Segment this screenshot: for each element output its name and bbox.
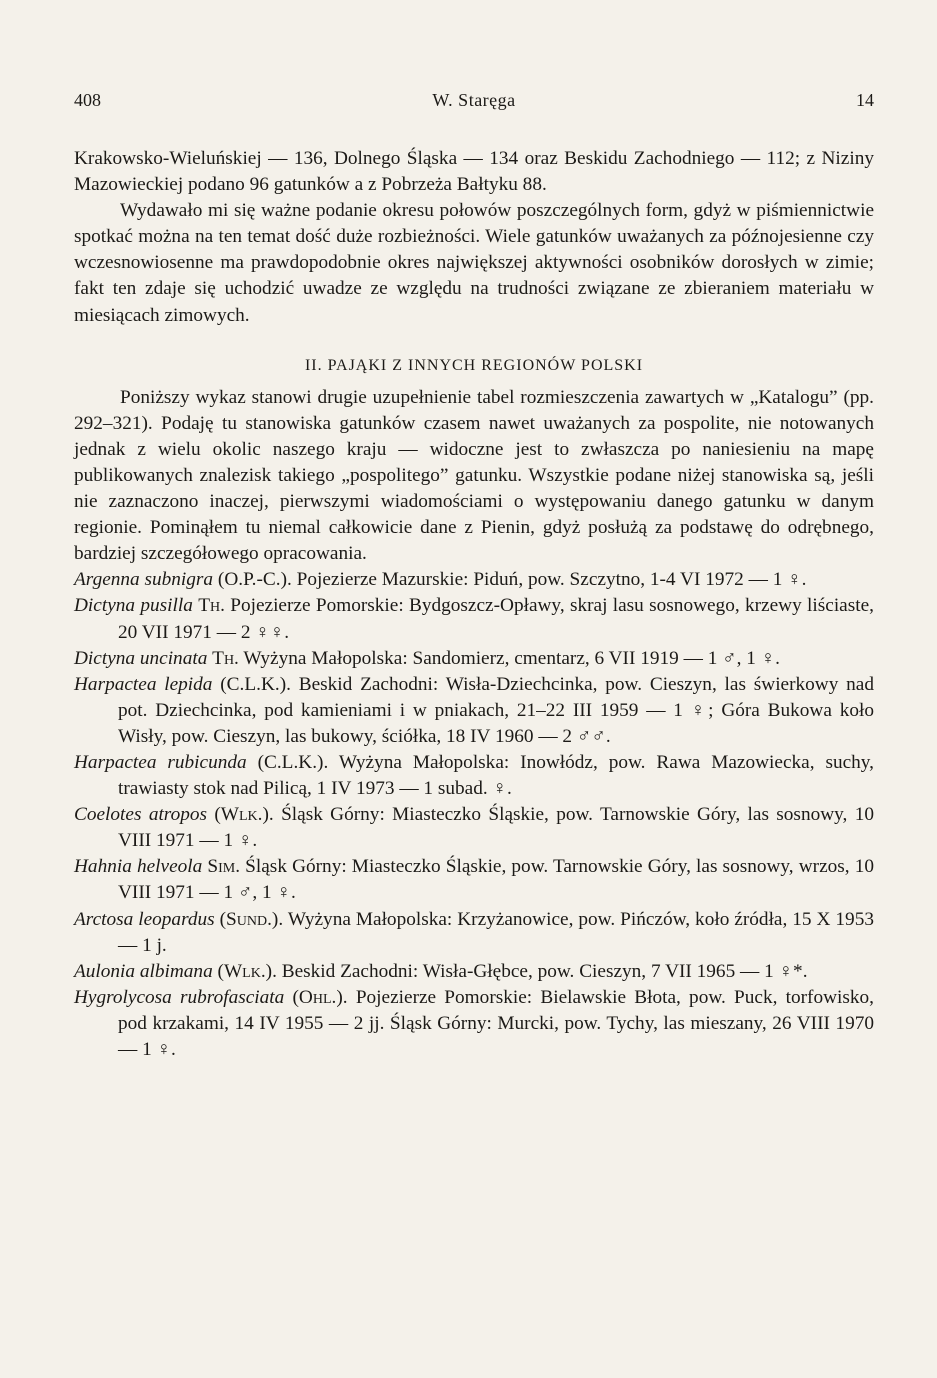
species-author: (Wlk.). (214, 804, 274, 826)
species-name: Hygrolycosa rubrofasciata (74, 986, 285, 1008)
page-number: 408 (74, 90, 101, 110)
species-name: Arctosa leopardus (74, 908, 215, 930)
species-author: Th. (212, 647, 239, 669)
species-author: (Sund.). (219, 908, 284, 930)
species-entry (74, 593, 874, 645)
species-locality: Śląsk Górny: Miasteczko Śląskie, pow. Tarnowskie Góry, las sosnowy, 10 VIII 1971 — 1 ♀. (118, 804, 874, 852)
species-name: Dictyna uncinata (74, 647, 208, 669)
species-name: Hahnia helveola (74, 856, 203, 878)
species-locality: Beskid Zachodni: Wisła-Głębce, pow. Cieszyn, 7 VII 1965 — 1 ♀*. (281, 960, 808, 982)
species-locality: Pojezierze Mazurskie: Piduń, pow. Szczytno, 1-4 VI 1972 — 1 ♀. (296, 569, 807, 591)
species-entry (74, 854, 874, 906)
species-name: Coelotes atropos (74, 804, 208, 826)
species-entry (74, 959, 874, 985)
species-author: Sim. (207, 856, 241, 878)
running-header (74, 90, 874, 118)
paragraph: Krakowsko-Wieluńskiej — 136, Dolnego Śląska — 134 oraz Beskidu Zachodniego — 112; z Niziny Mazowieckiej podano 96 gatunków a z Pobrzeża Bałtyku 88. (74, 148, 874, 196)
species-name: Argenna subnigra (74, 569, 214, 591)
species-locality: Śląsk Górny: Miasteczko Śląskie, pow. Tarnowskie Góry, las sosnowy, wrzos, 10 VIII 1971 — 1 ♂, 1 ♀. (118, 856, 874, 904)
species-name: Harpactea rubicunda (74, 751, 247, 773)
species-locality: Pojezierze Pomorskie: Bielawskie Błota, pow. Puck, torfowisko, pod krzakami, 14 IV 1955 — 2 jj. Śląsk Górny: Murcki, pow. Tychy, las mieszany, 26 VIII 1970 — 1 ♀. (118, 986, 874, 1060)
species-locality: Wyżyna Małopolska: Sandomierz, cmentarz, 6 VII 1919 — 1 ♂, 1 ♀. (243, 647, 781, 669)
page-body (74, 146, 874, 1063)
species-locality: Beskid Zachodni: Wisła-Dziechcinka, pow. Cieszyn, las świerkowy nad pot. Dziechcinka, pod kamieniami i w pniakach, 21–22 III 1959 — 1 ♀; Góra Bukowa koło Wisły, pow. Cieszyn, las bukowy, ściółka, 18 IV 1960 — 2 ♂♂. (118, 673, 874, 747)
species-locality: Pojezierze Pomorskie: Bydgoszcz-Opławy, skraj lasu sosnowego, krzewy liściaste, 20 VII 1971 — 2 ♀♀. (118, 595, 874, 643)
species-author: Th. (198, 595, 225, 617)
species-author: (O.P.-C.). (217, 569, 292, 591)
species-locality: Wyżyna Małopolska: Inowłódz, pow. Rawa Mazowiecka, suchy, trawiasty stok nad Pilicą, 1 IV 1973 — 1 subad. ♀. (118, 751, 874, 800)
species-locality: Wyżyna Małopolska: Krzyżanowice, pow. Pińczów, koło źródła, 15 X 1953 — 1 j. (118, 908, 874, 956)
species-name: Aulonia albimana (74, 960, 213, 982)
paragraph: Wydawało mi się ważne podanie okresu połowów poszczególnych form, gdyż w piśmiennictwie spotkać można na ten temat dość duże rozbieżności. Wiele gatunków uważanych za późnojesienne czy wczesnowiosenne ma prawdopodobnie okres największej aktywności osobników dorosłych w zimie; fakt ten zdaje się uchodzić uwadze ze względu na trudności związane ze zbieraniem materiału w miesiącach zimowych. (74, 200, 874, 326)
species-entry (74, 646, 874, 672)
species-author: (C.L.K.). (220, 673, 291, 695)
species-entry (74, 907, 874, 959)
species-author: (C.L.K.). (257, 751, 329, 773)
section-title: II. PAJĄKI Z INNYCH REGIONÓW POLSKI (304, 356, 644, 374)
species-author: (Wlk.). (217, 960, 277, 982)
issue-number: 14 (856, 90, 874, 110)
species-entry (74, 672, 874, 750)
species-author: (Ohl.). (292, 986, 348, 1008)
species-entry (74, 802, 874, 854)
section-paragraph: Poniższy wykaz stanowi drugie uzupełnienie tabel rozmieszczenia zawartych w „Katalogu” (pp. 292–321). Podaję tu stanowiska gatunków czasem nawet uważanych za pospolite, nie notowanych jednak z wielu okolic naszego kraju — widoczne jest to zwłaszcza po naniesieniu na mapę publikowanych znalezisk takiego „pospolitego” gatunku. Wszystkie podane niżej stanowiska są, jeśli nie zaznaczono inaczej, pierwszymi wiadomościami o występowaniu danego gatunku w danym regionie. Pominąłem tu niemal całkowicie dane z Pienin, gdyż posłużą za podstawę do odrębnego, bardziej szczegółowego opracowania. (74, 386, 874, 565)
species-entry (74, 985, 874, 1063)
species-list (74, 567, 874, 1063)
running-author: W. Staręga (432, 90, 516, 110)
species-name: Dictyna pusilla (74, 595, 193, 617)
species-name: Harpactea lepida (74, 673, 213, 695)
species-entry (74, 750, 874, 802)
species-entry (74, 567, 874, 593)
